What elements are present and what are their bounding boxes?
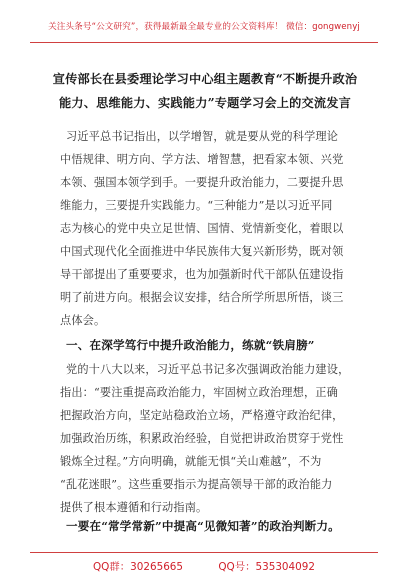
paragraph-2-line: 提供了根本遵循和行动指南。 [60,501,208,514]
subheading-1: 一要在“常学常新”中提高“见微知著”的政治判断力。 [66,519,340,533]
paragraph-2-line: 党的十八大以来，习近平总书记多次强调政治能力建设， [66,363,350,376]
paragraph-2-line: 加强政治历练，积累政治经验，自觉把讲政治贯穿于党性 [60,432,344,445]
qq-group-link[interactable]: QQ群：30265665 [93,561,184,573]
footer-contacts [30,558,378,573]
paragraph-1-line: 导干部提出了重要要求，也为加强新时代干部队伍建设指 [60,268,344,281]
paragraph-2-line: “乱花迷眼”。这些重要指示为提高领导干部的政治能力 [60,478,333,491]
header-divider [30,42,378,43]
paragraph-2-line: 把握政治方向，坚定站稳政治立场，严格遵守政治纪律， [60,409,344,422]
footer-divider [30,552,378,553]
paragraph-1-line: 维能力，三要提升实践能力。“三种能力”是以习近平同 [60,199,333,212]
qq-number-link[interactable]: QQ号：535304092 [218,561,315,573]
paragraph-2-line: 指出：“要注重提高政治能力，牢固树立政治理想，正确 [60,386,338,399]
paragraph-1-line: 点体会。 [60,314,106,327]
paragraph-1-line: 中国式现代化全面推进中华民族伟大复兴新形势，既对领 [60,245,344,258]
section-1-heading: 一、在深学笃行中提升政治能力，练就“铁肩膀” [66,338,315,352]
paragraph-1-line: 习近平总书记指出，以学增智，就是要从党的科学理论 [66,130,339,143]
paragraph-2-line: 锻炼全过程。”方向明确，就能无惧“关山难越”，不为 [60,455,322,468]
header-banner: 关注头条号“公文研究”，获得最新最全最专业的公文资料库！ 微信：gongwenyj [48,22,360,32]
paragraph-1-line: 本领、强国本领学到手。一要提升政治能力，二要提升思 [60,176,344,189]
document-title-line-1: 宣传部长在县委理论学习中心组主题教育“不断提升政治 [52,72,358,86]
document-title-line-2: 能力、思维能力、实践能力”专题学习会上的交流发言 [58,96,352,110]
paragraph-1-line: 志为核心的党中央立足世情、国情、党情新变化，着眼以 [60,222,344,235]
paragraph-1-line: 明了前进方向。根据会议安排，结合所学所思所悟，谈三 [60,291,344,304]
paragraph-1-line: 中悟规律、明方向、学方法、增智慧，把看家本领、兴党 [60,153,344,166]
